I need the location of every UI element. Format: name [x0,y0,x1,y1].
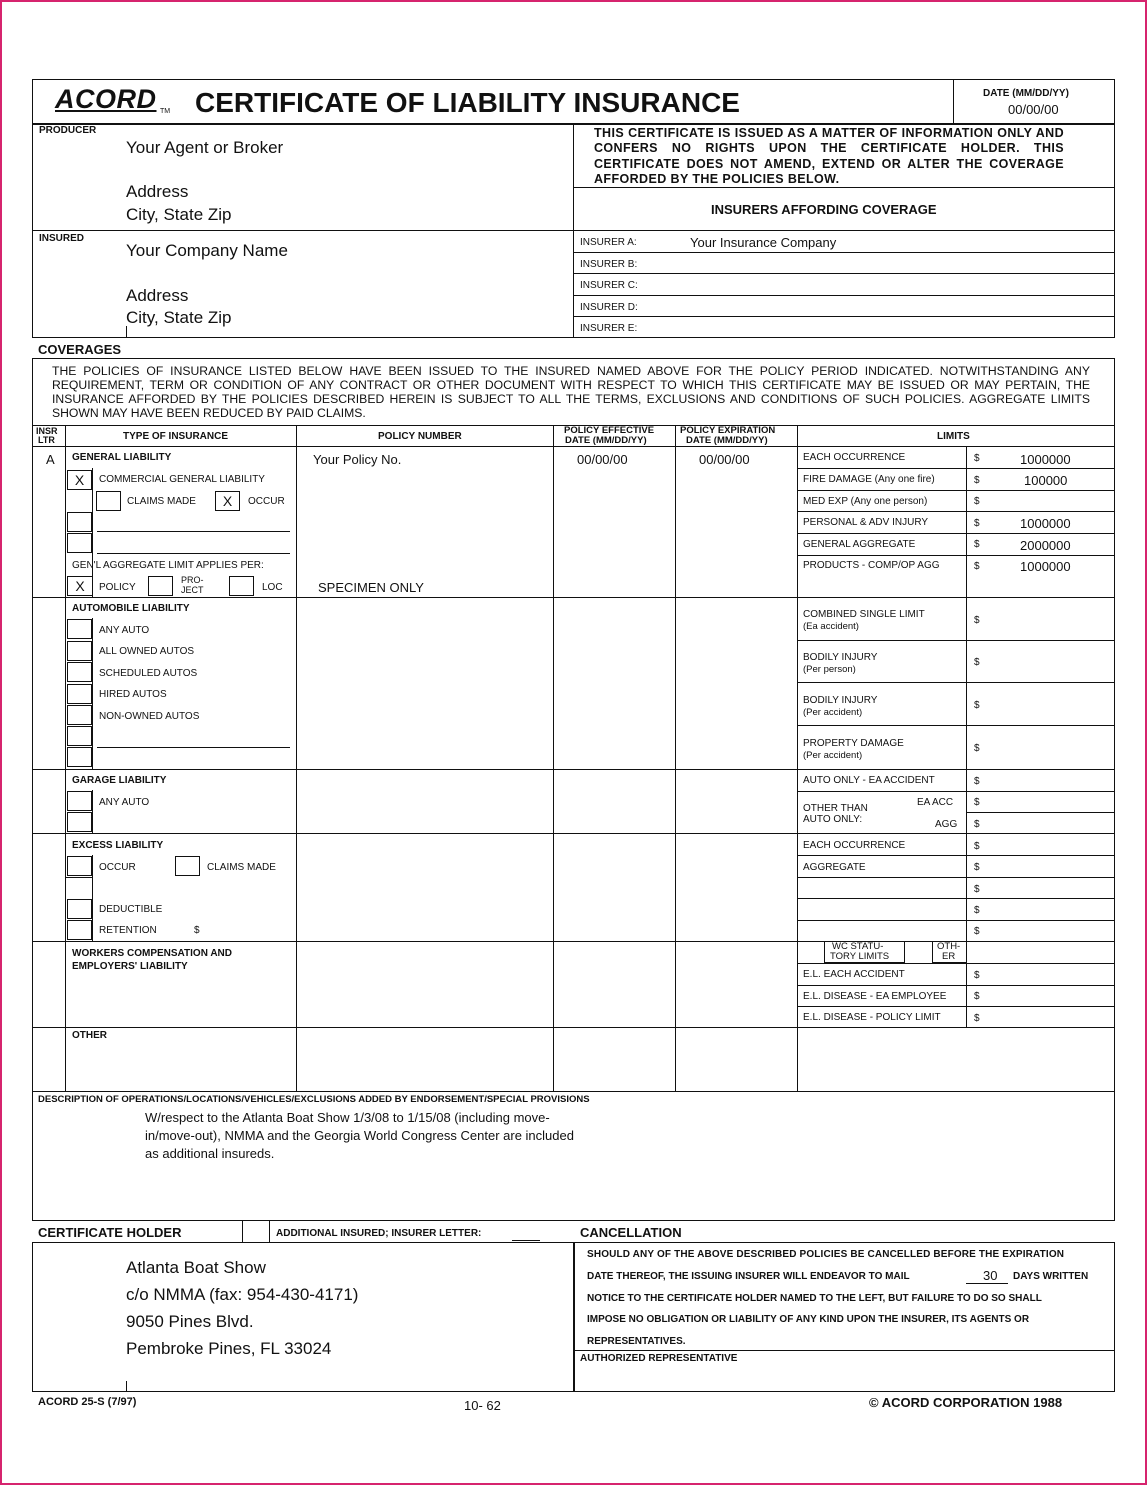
scheduled-label: SCHEDULED AUTOS [99,668,198,679]
cancellation-line-5: REPRESENTATIVES. [587,1336,686,1347]
dollar-sign: $ [974,819,980,830]
holder-line-3: 9050 Pines Blvd. [126,1312,254,1331]
dollar-sign: $ [974,453,980,464]
other-title: OTHER [72,1030,107,1041]
limit-personal-adv-label: PERSONAL & ADV INJURY [803,517,929,528]
pd-sub: (Per accident) [803,750,863,761]
form-code: 10- 62 [464,1398,501,1413]
holder-line-4: Pembroke Pines, FL 33024 [126,1339,332,1358]
cancellation-line-3: NOTICE TO THE CERTIFICATE HOLDER NAMED TO THE LEFT, BUT FAILURE TO DO SO SHALL [587,1293,1042,1304]
garage-any-auto-label: ANY AUTO [99,797,150,808]
policy-checkbox[interactable]: X [67,576,92,596]
gl-insurer-letter: A [46,452,55,467]
page-title: CERTIFICATE OF LIABILITY INSURANCE [195,87,740,118]
producer-address: Address [126,182,189,201]
garage-title: GARAGE LIABILITY [72,775,167,786]
agg-label: AGG [935,819,958,830]
authorized-representative-label: AUTHORIZED REPRESENTATIVE [580,1353,738,1364]
deductible-label: DEDUCTIBLE [99,904,163,915]
holder-line-2: c/o NMMA (fax: 954-430-4171) [126,1285,359,1304]
claims-made-checkbox[interactable] [96,491,121,511]
dollar-sign: $ [974,700,980,711]
gl-blank-checkbox-2[interactable] [67,533,92,553]
cancellation-line-2b: DAYS WRITTEN [1013,1271,1089,1282]
retention-dollar: $ [194,925,200,936]
wc-title-2: EMPLOYERS' LIABILITY [72,961,188,972]
col-exp-1: POLICY EXPIRATION [680,425,776,436]
any-auto-label: ANY AUTO [99,625,150,636]
col-policy-number: POLICY NUMBER [378,431,462,442]
dollar-sign: $ [974,561,980,572]
description-line-2: in/move-out), NMMA and the Georgia World Congress Center are included [145,1128,574,1143]
dollar-sign: $ [974,539,980,550]
garage-blank-checkbox[interactable] [67,812,92,832]
all-owned-checkbox[interactable] [67,641,92,661]
limit-fire-damage-label: FIRE DAMAGE (Any one fire) [803,474,935,485]
date-label: DATE (MM/DD/YY) [983,88,1069,99]
loc-checkbox[interactable] [229,576,254,596]
dollar-sign: $ [974,841,980,852]
limit-general-aggregate-label: GENERAL AGGREGATE [803,539,916,550]
limit-general-aggregate-value: 2000000 [1020,538,1071,553]
scheduled-checkbox[interactable] [67,662,92,682]
coverages-heading: COVERAGES [38,342,122,357]
auto-only-label: AUTO ONLY - EA ACCIDENT [803,775,935,786]
certificate-holder-box [32,1242,575,1392]
ea-acc-label: EA ACC [917,797,954,808]
cancellation-line-1: SHOULD ANY OF THE ABOVE DESCRIBED POLICIES BE CANCELLED BEFORE THE EXPIRATION [587,1249,1065,1260]
non-owned-checkbox[interactable] [67,705,92,725]
other-than-label-2: AUTO ONLY: [803,814,863,825]
policy-label: POLICY [99,582,136,593]
dollar-sign: $ [974,518,980,529]
cgl-checkbox[interactable]: X [67,470,92,490]
cancellation-line-2a: DATE THEREOF, THE ISSUING INSURER WILL ENDEAVOR TO MAIL [587,1271,910,1282]
garage-any-auto-checkbox[interactable] [67,791,92,811]
dollar-sign: $ [974,743,980,754]
wc-statu-2: TORY LIMITS [830,951,890,962]
limit-personal-adv-value: 1000000 [1020,516,1071,531]
description-line-3: as additional insureds. [145,1146,275,1161]
hired-label: HIRED AUTOS [99,689,167,700]
col-type: TYPE OF INSURANCE [123,431,229,442]
col-exp-2: DATE (MM/DD/YY) [686,435,768,446]
gl-title: GENERAL LIABILITY [72,452,172,463]
specimen-only: SPECIMEN ONLY [318,580,424,595]
additional-insured-label: ADDITIONAL INSURED; INSURER LETTER: [276,1228,482,1239]
description-line-1: W/respect to the Atlanta Boat Show 1/3/08 to 1/15/08 (including move- [145,1110,550,1125]
csl-label: COMBINED SINGLE LIMIT [803,609,925,620]
el-disease-policy-label: E.L. DISEASE - POLICY LIMIT [803,1012,941,1023]
limit-products-value: 1000000 [1020,559,1071,574]
auto-blank-checkbox-1[interactable] [67,726,92,746]
col-eff-1: POLICY EFFECTIVE [564,425,655,436]
retention-label: RETENTION [99,925,157,936]
holder-line-1: Atlanta Boat Show [126,1258,266,1277]
bi-person-label: BODILY INJURY [803,652,878,663]
claims-made-label: CLAIMS MADE [127,496,196,507]
occur-label: OCCUR [248,496,285,507]
gen-agg-label: GEN'L AGGREGATE LIMIT APPLIES PER: [72,560,264,571]
gl-eff-date: 00/00/00 [577,452,628,467]
certificate-holder-label: CERTIFICATE HOLDER [38,1225,182,1240]
insurer-d-label: INSURER D: [580,302,638,313]
cgl-label: COMMERCIAL GENERAL LIABILITY [99,474,265,485]
excess-each-occurrence-label: EACH OCCURRENCE [803,840,906,851]
gl-exp-date: 00/00/00 [699,452,750,467]
el-each-accident-label: E.L. EACH ACCIDENT [803,969,905,980]
insured-address: Address [126,286,189,305]
cancellation-days: 30 [983,1268,998,1283]
auto-title: AUTOMOBILE LIABILITY [72,603,190,614]
description-label: DESCRIPTION OF OPERATIONS/LOCATIONS/VEHICLES/EXCLUSIONS ADDED BY ENDORSEMENT/SPECIAL PROVISIONS [38,1094,590,1105]
dollar-sign: $ [974,615,980,626]
non-owned-label: NON-OWNED AUTOS [99,711,200,722]
insured-name: Your Company Name [126,241,288,260]
insurer-c-label: INSURER C: [580,280,638,291]
dollar-sign: $ [974,657,980,668]
dollar-sign: $ [974,776,980,787]
deductible-checkbox[interactable] [67,899,92,919]
insurer-a-label: INSURER A: [580,237,637,248]
insurer-e-label: INSURER E: [580,323,638,334]
col-eff-2: DATE (MM/DD/YY) [565,435,647,446]
coverages-notice: THE POLICIES OF INSURANCE LISTED BELOW HAVE BEEN ISSUED TO THE INSURED NAMED ABOVE FOR THE POLICY PERIOD INDICATED. NOTWITHSTANDING ANY REQUIREMENT, TERM OR CONDITION OF ANY CONTRACT OR OTHER DOCUMENT WITH RESPECT TO WHICH THIS CERTIFICATE MAY BE ISSUED OR MAY PERTAIN, THE INSURANCE AFFORDED BY THE POLICIES DESCRIBED HEREIN IS SUBJECT TO ALL THE TERMS, EXCLUSIONS AND CONDITIONS OF SUCH POLICIES. AGGREGATE LIMITS SHOWN MAY HAVE BEEN REDUCED BY PAID CLAIMS. [52,364,1090,420]
acord-logo: ACORD [55,84,157,114]
dollar-sign: $ [974,797,980,808]
excess-occur-checkbox[interactable] [67,856,92,876]
excess-claims-made-label: CLAIMS MADE [207,862,276,873]
dollar-sign: $ [974,862,980,873]
bi-accident-label: BODILY INJURY [803,695,878,706]
auto-blank-checkbox-2[interactable] [67,747,92,767]
wc-title-1: WORKERS COMPENSATION AND [72,948,232,959]
copyright: © ACORD CORPORATION 1988 [869,1395,1063,1410]
dollar-sign: $ [974,884,980,895]
project-checkbox[interactable] [148,576,173,596]
limit-med-exp-label: MED EXP (Any one person) [803,496,928,507]
hired-checkbox[interactable] [67,684,92,704]
insurers-heading: INSURERS AFFORDING COVERAGE [711,202,937,217]
loc-label: LOC [262,582,283,593]
insurer-b-label: INSURER B: [580,259,638,270]
insurer-a-value: Your Insurance Company [690,235,837,250]
cancellation-label: CANCELLATION [580,1225,682,1240]
excess-title: EXCESS LIABILITY [72,840,164,851]
dollar-sign: $ [974,926,980,937]
wc-oth-2: ER [942,951,956,962]
project-label-1: PRO- [181,575,204,585]
col-insr: INSR [36,426,58,436]
dollar-sign: $ [974,496,980,507]
insured-city: City, State Zip [126,308,232,327]
limit-each-occurrence-value: 1000000 [1020,452,1071,467]
bi-accident-sub: (Per accident) [803,707,863,718]
gl-policy-number: Your Policy No. [313,452,402,467]
limit-products-label: PRODUCTS - COMP/OP AGG [803,560,940,571]
info-notice: THIS CERTIFICATE IS ISSUED AS A MATTER OF INFORMATION ONLY AND CONFERS NO RIGHTS UPON THE CERTIFICATE HOLDER. THIS CERTIFICATE DOES NOT AMEND, EXTEND OR ALTER THE COVERAGE AFFORDED BY THE POLICIES BELOW. [594,126,1064,186]
occur-checkbox[interactable]: X [215,491,240,511]
col-ltr: LTR [38,435,55,445]
el-disease-employee-label: E.L. DISEASE - EA EMPLOYEE [803,991,947,1002]
other-than-label-1: OTHER THAN [803,803,868,814]
retention-checkbox[interactable] [67,920,92,940]
pd-label: PROPERTY DAMAGE [803,738,904,749]
dollar-sign: $ [974,475,980,486]
any-auto-checkbox[interactable] [67,619,92,639]
dollar-sign: $ [974,991,980,1002]
form-number: ACORD 25-S (7/97) [38,1396,137,1408]
dollar-sign: $ [974,1013,980,1024]
producer-label: PRODUCER [39,125,97,136]
col-limits: LIMITS [937,431,970,442]
producer-city: City, State Zip [126,205,232,224]
limit-fire-damage-value: 100000 [1024,473,1068,488]
producer-name: Your Agent or Broker [126,138,284,157]
bi-person-sub: (Per person) [803,664,856,675]
wc-statu-1: WC STATU- [832,941,884,952]
all-owned-label: ALL OWNED AUTOS [99,646,195,657]
limit-each-occurrence-label: EACH OCCURRENCE [803,452,906,463]
gl-blank-checkbox-1[interactable] [67,512,92,532]
wc-oth-1: OTH- [937,941,961,952]
csl-sub: (Ea accident) [803,621,859,632]
excess-occur-label: OCCUR [99,862,136,873]
excess-aggregate-label: AGGREGATE [803,862,866,873]
date-value: 00/00/00 [1008,102,1059,117]
insured-label: INSURED [39,233,85,244]
project-label-2: JECT [181,585,204,595]
dollar-sign: $ [974,905,980,916]
dollar-sign: $ [974,970,980,981]
excess-claims-made-checkbox[interactable] [175,856,200,876]
cancellation-line-4: IMPOSE NO OBLIGATION OR LIABILITY OF ANY KIND UPON THE INSURER, ITS AGENTS OR [587,1314,1030,1325]
